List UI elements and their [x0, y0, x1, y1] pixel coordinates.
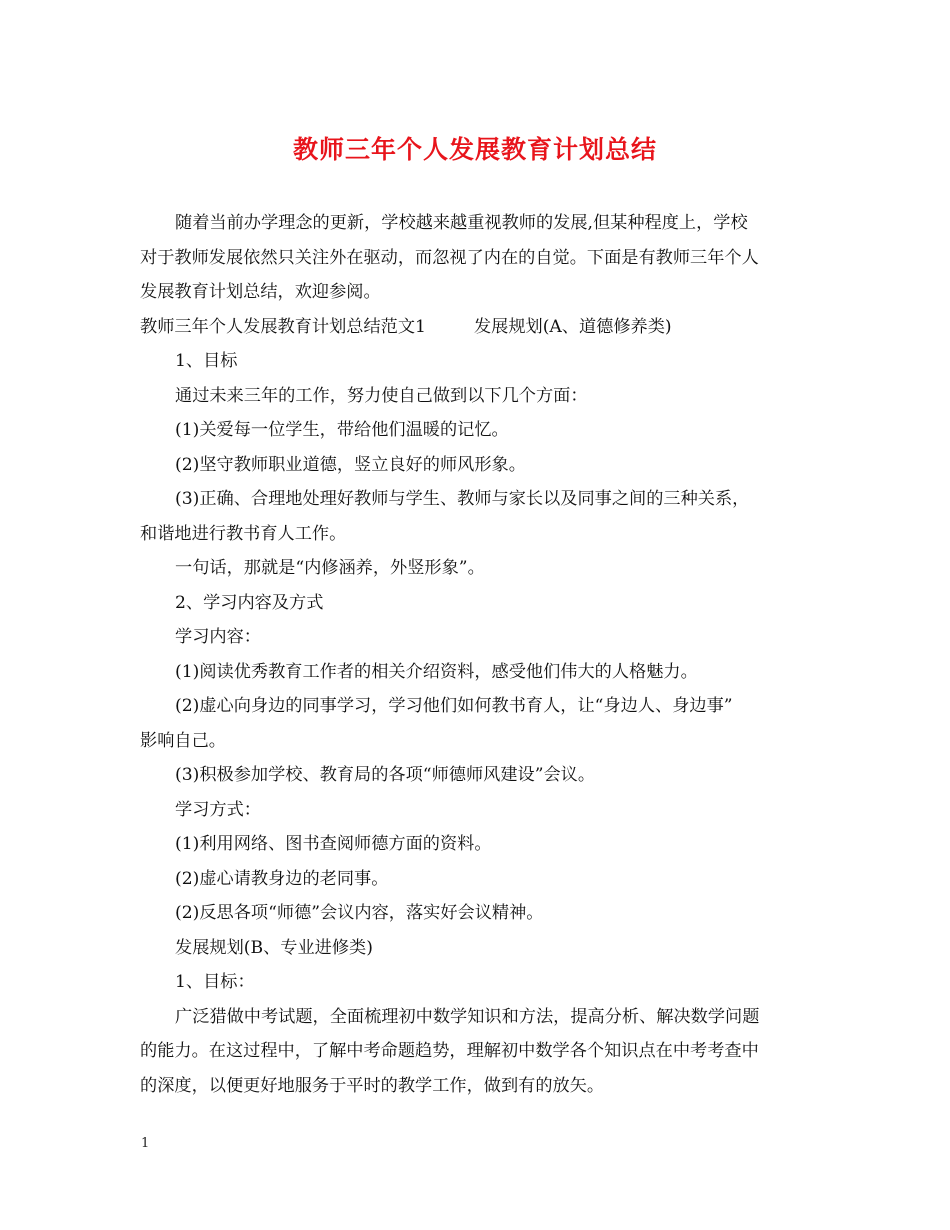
paragraph-line: (1)利用网络、图书查阅师德方面的资料。 — [175, 834, 492, 854]
intro-line: 发展教育计划总结，欢迎参阅。 — [140, 282, 381, 302]
paragraph-line: 1、目标 — [175, 351, 238, 371]
paragraph-line: 1、目标： — [175, 972, 255, 992]
paragraph-line: 的能力。在这过程中，了解中考命题趋势，理解初中数学各个知识点在中考考查中 — [140, 1041, 759, 1061]
paragraph — [140, 793, 812, 828]
paragraph — [140, 586, 812, 621]
paragraph-line: (1)关爱每一位学生，带给他们温暖的记忆。 — [175, 420, 509, 440]
intro-paragraph — [140, 206, 812, 310]
paragraph-line: 一句话，那就是“内修涵养，外竖形象”。 — [175, 558, 485, 578]
paragraph — [140, 689, 812, 758]
paragraph — [140, 344, 812, 379]
intro-line: 随着当前办学理念的更新，学校越来越重视教师的发展,但某种程度上，学校 — [175, 213, 748, 233]
paragraph — [140, 379, 812, 414]
section-heading-title: 教师三年个人发展教育计划总结范文1 — [140, 316, 426, 337]
paragraph — [140, 931, 812, 966]
paragraph — [140, 655, 812, 690]
document-title: 教师三年个人发展教育计划总结 — [292, 135, 657, 164]
paragraph — [140, 551, 812, 586]
paragraph-list — [140, 344, 812, 1103]
section-heading — [140, 310, 812, 345]
paragraph-line: (2)虚心向身边的同事学习，学习他们如何教书育人，让“身边人、身边事” — [175, 696, 733, 716]
paragraph — [140, 482, 812, 551]
paragraph-line: (2)虚心请教身边的老同事。 — [175, 868, 389, 889]
paragraph-line: (3)积极参加学校、教育局的各项“师德师风建设”会议。 — [175, 765, 596, 785]
paragraph-line: 广泛猎做中考试题，全面梳理初中数学知识和方法，提高分析、解决数学问题 — [175, 1006, 760, 1027]
paragraph — [140, 862, 812, 897]
paragraph — [140, 896, 812, 931]
paragraph-line: 和谐地进行教书育人工作。 — [140, 523, 347, 544]
paragraph-line: (1)阅读优秀教育工作者的相关介绍资料，感受他们伟大的人格魅力。 — [175, 661, 698, 682]
paragraph — [140, 448, 812, 483]
paragraph-line: (3)正确、合理地处理好教师与学生、教师与家长以及同事之间的三种关系， — [175, 489, 750, 509]
intro-line: 对于教师发展依然只关注外在驱动，而忽视了内在的自觉。下面是有教师三年个人 — [140, 247, 759, 268]
paragraph — [140, 758, 812, 793]
paragraph-line: (2)坚守教师职业道德，竖立良好的师风形象。 — [175, 454, 526, 475]
document-body — [140, 206, 812, 1103]
paragraph — [140, 620, 812, 655]
paragraph-line: 通过未来三年的工作，努力使自己做到以下几个方面： — [175, 385, 588, 406]
paragraph — [140, 827, 812, 862]
paragraph-line: 发展规划(B、专业进修类) — [175, 937, 373, 958]
paragraph — [140, 413, 812, 448]
paragraph-line: (2)反思各项“师德”会议内容，落实好会议精神。 — [175, 903, 544, 923]
paragraph-line: 影响自己。 — [140, 730, 226, 751]
paragraph-line: 学习方式： — [175, 799, 261, 820]
page-number: 1 — [141, 1136, 150, 1151]
paragraph — [140, 1000, 812, 1104]
paragraph-line: 2、学习内容及方式 — [175, 592, 324, 613]
section-heading-category: 发展规划(A、道德修养类) — [473, 316, 672, 337]
paragraph-line: 的深度，以便更好地服务于平时的教学工作，做到有的放矢。 — [140, 1075, 605, 1096]
paragraph — [140, 965, 812, 1000]
paragraph-line: 学习内容： — [175, 627, 261, 647]
